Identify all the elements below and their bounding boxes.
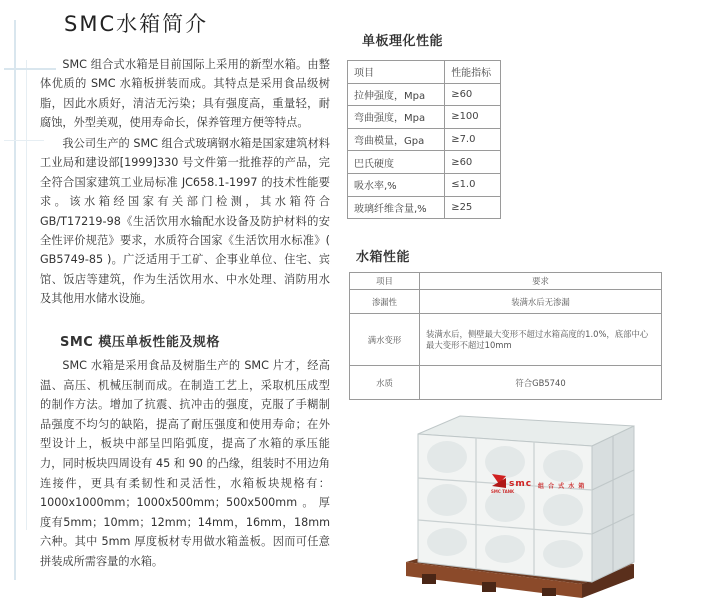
board-spec-paragraph: SMC 水箱是采用食品及树脂生产的 SMC 片才，经高温、高压、机械压制而成。在制造工艺上，采取机压成型的制作方法。增加了抗震、抗冲击的强度，克服了手糊制品强度不均匀的缺陷，提高了耐压强度和使用寿命；在外型设计上，板块中部呈凹陷弧度，提高了水箱的承压能力，同时板块四周设有 45 和 90 的凸缘，组装时不用边角连接件，更具有柔韧性和灵活性，水箱板块规格有：1000x1000mm；1000x500mm；500x500mm。厚度有5mm；10mm；12mm；14mm，16mm，18mm 六种。其中 5mm 厚度板材专用做水箱盖板。因而可任意拼装成所需容量的水箱。	[40, 359, 330, 568]
table-cell: 拉伸强度，Mpa	[348, 83, 445, 106]
panel-bulges	[427, 441, 586, 568]
tank-logo-caption: SMC TANK	[491, 489, 515, 494]
tank-panel-label: 组 合 式 水 箱	[538, 483, 586, 490]
company-paragraph: 我公司生产的 SMC 组合式玻璃钢水箱是国家建筑材料工业局和建设部[1999]330 号文件第一批推荐的产品，完全符合国家建筑工业局标准 JC658.1-1997 的技术性能要求。该水箱经国家有关部门检测，其水箱符合 GB/T17219-98《生活饮用水输配水设备及防护材料的安全性评价规范》要求，水质符合国家《生活饮用水标准》( GB5749-85 )。广泛适用于工矿、企事业单位、住宅、宾馆、饭店等建筑，作为生活饮用水、中水处理、消防用水及其他用水储水设施。	[40, 137, 330, 306]
table-header-cell: 性能指标	[445, 61, 501, 84]
table-cell: ≥60	[445, 151, 501, 174]
intro-paragraph: SMC 组合式水箱是目前国际上采用的新型水箱。由整体优质的 SMC 水箱板拼装而成。其特点是采用食品级树脂，因此水质好，清洁无污染；具有强度高，重量轻，耐腐蚀，外型美观，使用寿命长，保养管理方便等特点。	[40, 58, 330, 130]
table-cell: 弯曲强度，Mpa	[348, 106, 445, 129]
decorative-line	[26, 60, 27, 530]
table-row	[348, 106, 501, 129]
decorative-line	[4, 140, 44, 141]
table-row	[348, 173, 501, 196]
table-cell: 吸水率,%	[348, 173, 445, 196]
table-cell: 弯曲模量，Gpa	[348, 128, 445, 151]
table-cell: ≥7.0	[445, 128, 501, 151]
base-beam	[542, 588, 556, 596]
table-row	[350, 366, 662, 400]
table-row	[348, 196, 501, 219]
tank-performance-heading: 水箱性能	[356, 250, 411, 265]
table-header-cell: 项目	[350, 273, 420, 290]
table-cell: ≥25	[445, 196, 501, 219]
table-cell: 满水变形	[350, 314, 420, 366]
table-row	[350, 314, 662, 366]
page-title: SMC水箱简介	[64, 12, 209, 36]
table-header-row	[350, 273, 662, 290]
table-header-row	[348, 61, 501, 84]
table-cell: 装满水后无渗漏	[420, 290, 662, 314]
table-cell: 水质	[350, 366, 420, 400]
board-spec-heading: SMC 模压单板性能及规格	[60, 335, 220, 350]
table-cell: 符合GB5740	[420, 366, 662, 400]
tank-performance-table	[349, 272, 662, 400]
decorative-line	[14, 20, 16, 580]
table-row	[350, 290, 662, 314]
table-row	[348, 83, 501, 106]
water-tank-drawing	[402, 412, 638, 602]
water-tank-image	[402, 412, 638, 602]
table-cell: 装满水后，侧壁最大变形不超过水箱高度的1.0%，底部中心最大变形不超过10mm	[420, 314, 662, 366]
base-beam	[422, 574, 436, 584]
table-row	[348, 128, 501, 151]
board-properties-heading: 单板理化性能	[362, 34, 444, 49]
table-cell: ≤1.0	[445, 173, 501, 196]
table-cell: 巴氏硬度	[348, 151, 445, 174]
table-cell: 玻璃纤维含量,%	[348, 196, 445, 219]
base-beam	[482, 582, 496, 592]
table-cell: ≥60	[445, 83, 501, 106]
board-properties-table	[347, 60, 501, 219]
table-header-cell: 要求	[420, 273, 662, 290]
table-row	[348, 151, 501, 174]
table-header-cell: 项目	[348, 61, 445, 84]
table-cell: 渗漏性	[350, 290, 420, 314]
tank-brand-label: smc	[509, 479, 533, 489]
table-cell: ≥100	[445, 106, 501, 129]
